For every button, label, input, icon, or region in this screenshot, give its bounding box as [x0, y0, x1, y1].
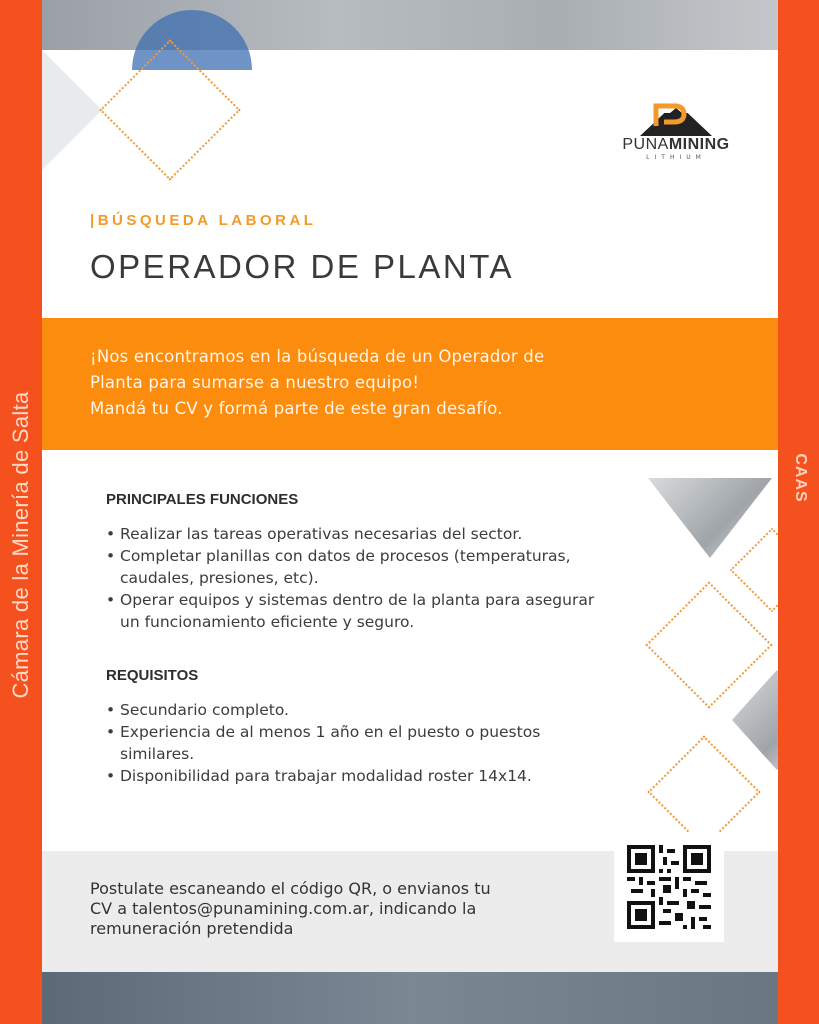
- list-item: • Realizar las tareas operativas necesarias del sector.: [106, 523, 606, 545]
- requirements-title: REQUISITOS: [106, 667, 199, 684]
- side-caption: Cámara de la Minería de Salta: [8, 391, 33, 699]
- list-item: • Disponibilidad para trabajar modalidad roster 14x14.: [106, 765, 606, 787]
- qr-code[interactable]: [614, 832, 724, 942]
- decorative-triangle: [42, 50, 102, 170]
- job-title: OPERADOR DE PLANTA: [90, 248, 514, 285]
- bottom-photo-strip: [42, 972, 778, 1024]
- qr-code-icon: [627, 845, 711, 929]
- list-item: • Experiencia de al menos 1 año en el puesto o puestos similares.: [106, 721, 606, 765]
- apply-instructions: Postulate escaneando el código QR, o envianos tu CV a talentos@punamining.com.ar, indicando la remuneración pretendida: [90, 879, 491, 938]
- kicker-label: |BÚSQUEDA LABORAL: [90, 212, 317, 229]
- functions-title: PRINCIPALES FUNCIONES: [106, 491, 299, 508]
- caas-logo-text: CAAS: [792, 453, 809, 503]
- right-frame: [778, 0, 819, 1024]
- decorative-dotted-diamond: [645, 581, 772, 708]
- list-item: • Operar equipos y sistemas dentro de la planta para asegurar un funcionamiento eficiente y seguro.: [106, 589, 606, 633]
- list-item: • Secundario completo.: [106, 699, 606, 721]
- company-logo: [616, 96, 736, 166]
- left-frame: [0, 0, 42, 1024]
- list-item: • Completar planillas con datos de procesos (temperaturas, caudales, presiones, etc).: [106, 545, 606, 589]
- functions-list: [106, 523, 606, 633]
- mountain-logo-icon: [634, 96, 718, 136]
- intro-band: [42, 318, 778, 450]
- decorative-dotted-diamond: [730, 528, 778, 613]
- job-poster: [42, 0, 778, 1024]
- intro-text: ¡Nos encontramos en la búsqueda de un Operador de Planta para sumarse a nuestro equipo! Mandá tu CV y formá parte de este gran desafío.: [90, 347, 545, 418]
- top-photo-strip: [42, 0, 778, 50]
- decorative-photo-diamond: [732, 670, 778, 770]
- logo-tagline: LITHIUM: [646, 154, 706, 161]
- requirements-list: [106, 699, 606, 787]
- logo-brand: PUNAMINING: [622, 136, 730, 153]
